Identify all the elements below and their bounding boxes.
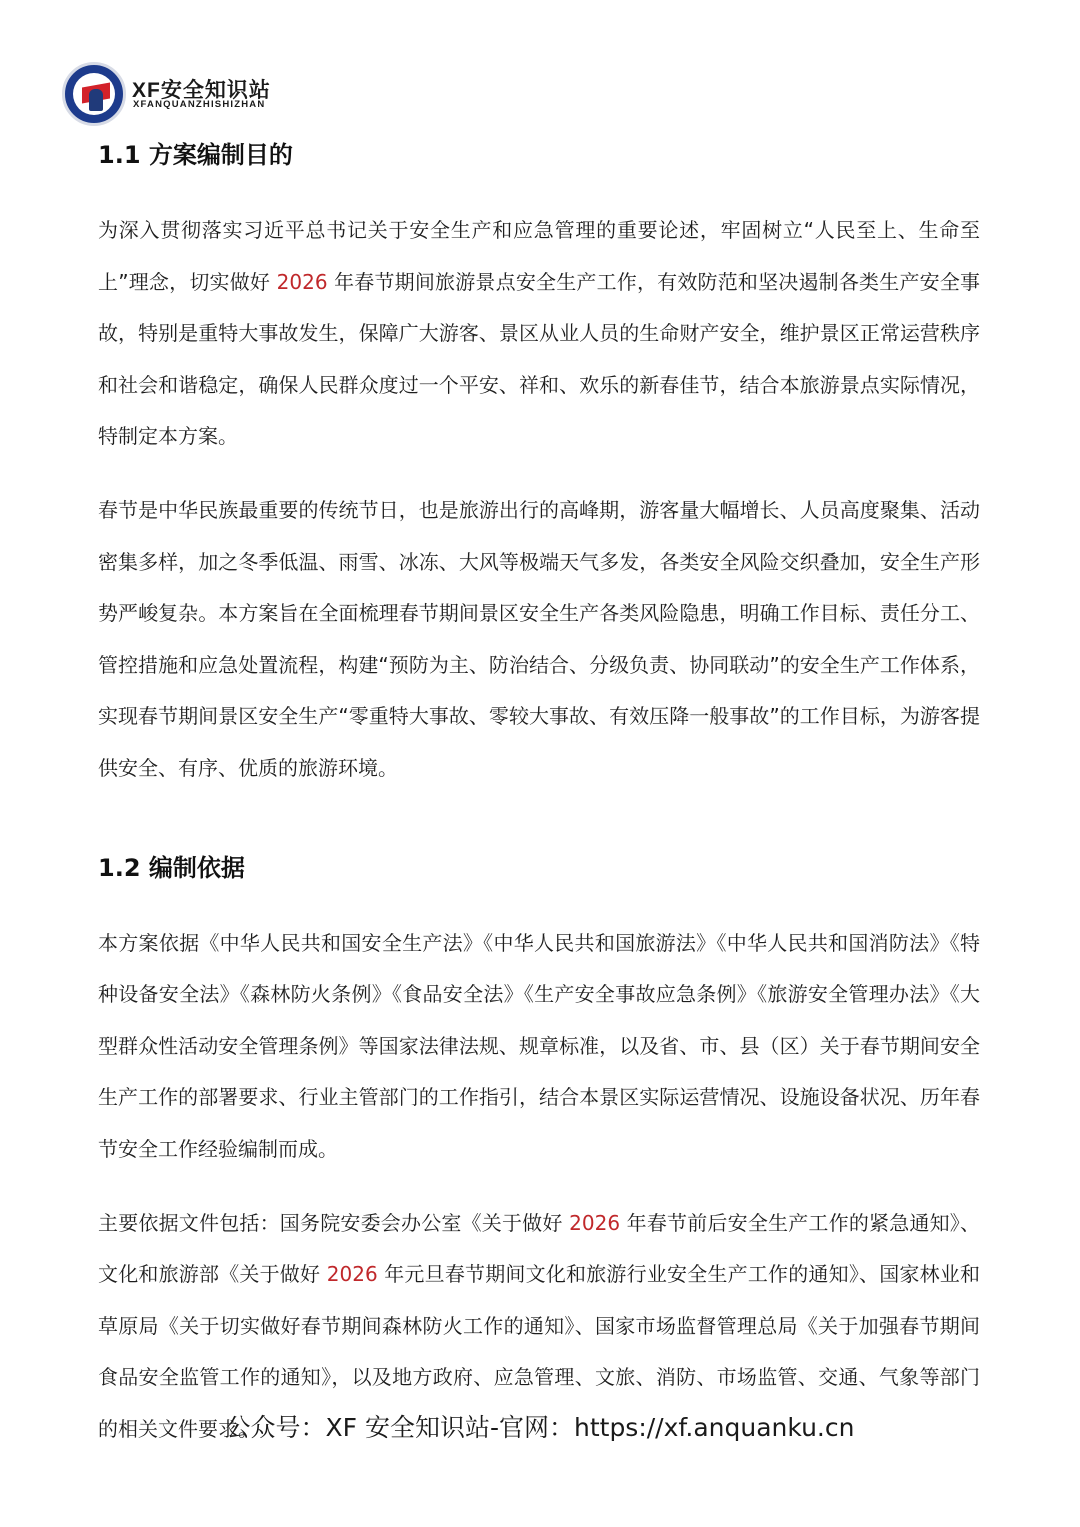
section-title-1-1: 1.1 方案编制目的 (98, 141, 293, 169)
document-body (98, 138, 980, 1455)
logo-badge-icon (62, 62, 126, 126)
text-segment: 年春节前后安全生产工作的紧急通知》、文化和旅游部《关于做好 (98, 1210, 981, 1287)
paragraph-purpose (98, 205, 980, 463)
highlight-year: 2026 (276, 269, 328, 294)
text-segment: 主要依据文件包括：国务院安委会办公室《关于做好 (98, 1210, 570, 1235)
logo-name: XF安全知识站 (132, 79, 271, 102)
text-segment: 年春节期间旅游景点安全生产工作，有效防范和坚决遏制各类生产安全事故，特别是重特大事故发生，保障广大游客、景区从业人员的生命财产安全，维护景区正常运营秩序和社会和谐稳定，确保人民群众度过一个平安、祥和、欢乐的新春佳节，结合本旅游景点实际情况，特制定本方案。 (98, 269, 981, 449)
site-logo (62, 58, 282, 130)
section-title-1-2: 1.2 编制依据 (98, 853, 245, 882)
text-segment: 为深入贯彻落实习近平总书记关于安全生产和应急管理的重要论述，牢固树立“人民至上、生命至上”理念，切实做好 (98, 218, 980, 294)
paragraph-background: 春节是中华民族最重要的传统节日，也是旅游出行的高峰期，游客量大幅增长、人员高度聚集、活动密集多样，加之冬季低温、雨雪、冰冻、大风等极端天气多发，各类安全风险交织叠加，安全生产形势严峻复杂。本方案旨在全面梳理春节期间景区安全生产各类风险隐患，明确工作目标、责任分工、管控措施和应急处置流程，构建“预防为主、防治结合、分级负责、协同联动”的安全生产工作体系，实现春节期间景区安全生产“零重特大事故、零较大事故、有效压降一般事故”的工作目标，为游客提供安全、有序、优质的旅游环境。 (98, 497, 980, 780)
highlight-year: 2026 (326, 1262, 378, 1287)
logo-subtitle: XFANQUANZHISHIZHAN (133, 99, 266, 110)
footer-watermark: 公众号：XF 安全知识站-官网：https://xf.anquanku.cn (225, 1413, 855, 1442)
text-segment: 年元旦春节期间文化和旅游行业安全生产工作的通知》、国家林业和草原局《关于切实做好春节期间森林防火工作的通知》、国家市场监督管理总局《关于加强春节期间食品安全监管工作的通知》，以及地方政府、应急管理、文旅、消防、市场监管、交通、气象等部门的相关文件要求。 (98, 1262, 981, 1441)
paragraph-basis: 本方案依据《中华人民共和国安全生产法》《中华人民共和国旅游法》《中华人民共和国消防法》《特种设备安全法》《森林防火条例》《食品安全法》《生产安全事故应急条例》《旅游安全管理办法》《大型群众性活动安全管理条例》等国家法律法规、规章标准，以及省、市、县（区）关于春节期间安全生产工作的部署要求、行业主管部门的工作指引，结合本景区实际运营情况、设施设备状况、历年春节安全工作经验编制而成。 (98, 930, 980, 1161)
highlight-year: 2026 (569, 1210, 621, 1235)
